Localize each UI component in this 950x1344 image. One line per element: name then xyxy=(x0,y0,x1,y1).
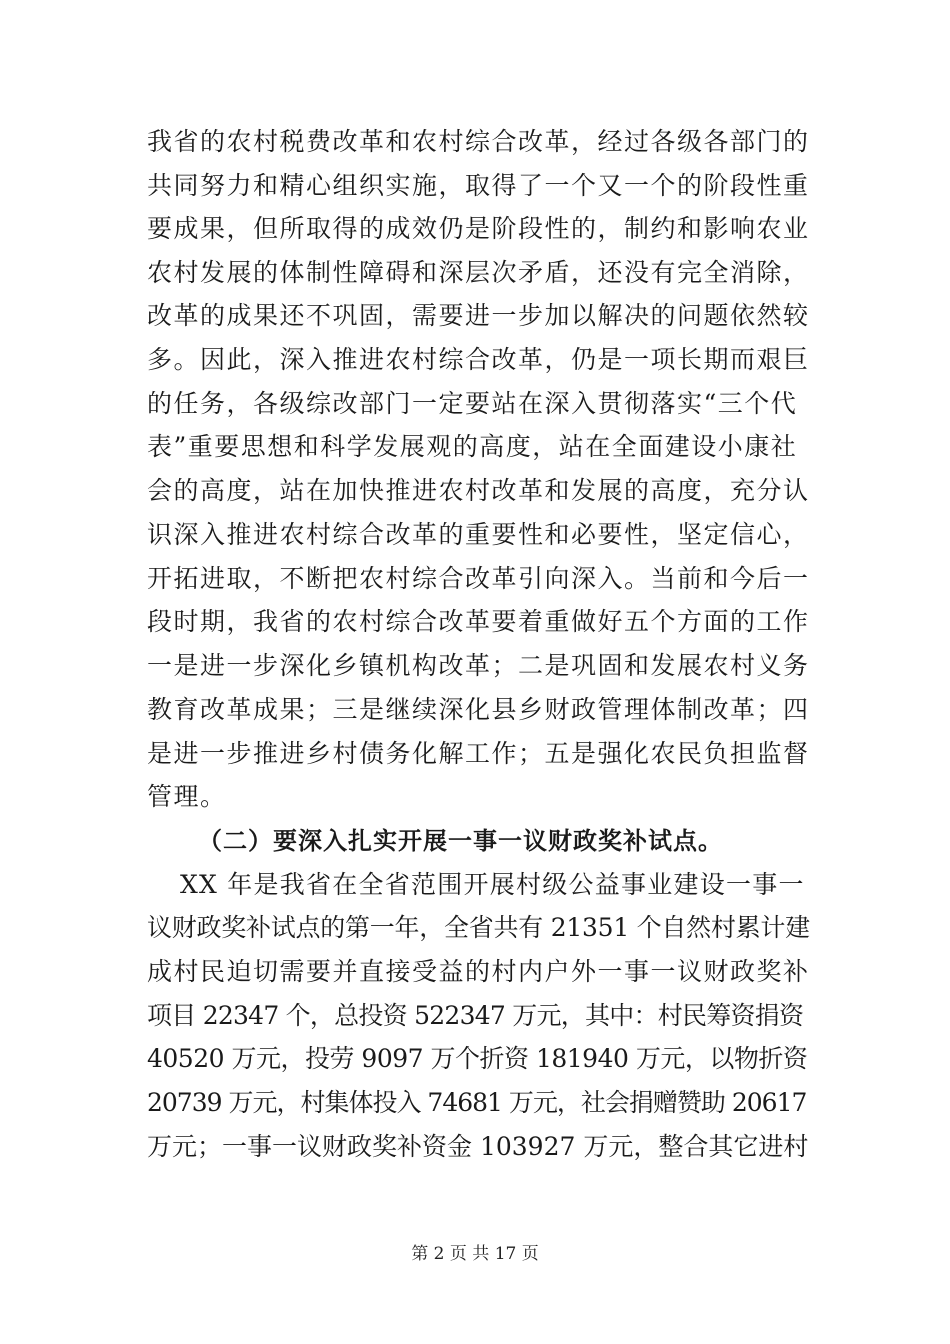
body-text-line: 20739 万元，村集体投入 74681 万元，社会捐赠赞助 20617 xyxy=(147,1088,807,1117)
body-text-line: 成村民迫切需要并直接受益的村内户外一事一议财政奖补 xyxy=(147,957,810,986)
body-text-line: 管理。 xyxy=(147,782,227,811)
body-text-line: 农村发展的体制性障碍和深层次矛盾，还没有完全消除， xyxy=(147,258,810,287)
body-text-line: 议财政奖补试点的第一年，全省共有 21351 个自然村累计建 xyxy=(147,913,810,942)
section-heading: （二）要深入扎实开展一事一议财政奖补试点。 xyxy=(198,827,723,855)
body-text-line: 教育改革成果；三是继续深化县乡财政管理体制改革；四 xyxy=(147,695,810,724)
body-text-line: 共同努力和精心组织实施，取得了一个又一个的阶段性重 xyxy=(147,171,810,200)
body-text-line: 万元；一事一议财政奖补资金 103927 万元，整合其它进村 xyxy=(147,1132,809,1161)
page-number-footer: 第 2 页 共 17 页 xyxy=(411,1244,539,1264)
body-text-line: 识深入推进农村综合改革的重要性和必要性，坚定信心， xyxy=(147,520,810,549)
body-text-line: 开拓进取，不断把农村综合改革引向深入。当前和今后一 xyxy=(147,564,810,593)
body-text-line: 的任务，各级综改部门一定要站在深入贯彻落实“三个代 xyxy=(147,389,798,418)
body-text-line: 项目 22347 个，总投资 522347 万元，其中：村民筹资捐资 xyxy=(147,1001,804,1030)
body-text-line: 我省的农村税费改革和农村综合改革，经过各级各部门的 xyxy=(147,127,810,156)
body-text-line: 改革的成果还不巩固，需要进一步加以解决的问题依然较 xyxy=(147,301,810,330)
body-text-line: XX 年是我省在全省范围开展村级公益事业建设一事一 xyxy=(180,870,805,899)
body-text-line: 是进一步推进乡村债务化解工作；五是强化农民负担监督 xyxy=(147,739,810,768)
body-text-line: 要成果，但所取得的成效仍是阶段性的，制约和影响农业 xyxy=(147,214,810,243)
body-text-line: 多。因此，深入推进农村综合改革，仍是一项长期而艰巨 xyxy=(147,345,810,374)
body-text-line: 会的高度，站在加快推进农村改革和发展的高度，充分认 xyxy=(147,476,810,505)
body-text-line: 一是进一步深化乡镇机构改革；二是巩固和发展农村义务 xyxy=(147,651,810,680)
body-text-line: 表”重要思想和科学发展观的高度，站在全面建设小康社 xyxy=(147,432,798,461)
body-text-line: 40520 万元，投劳 9097 万个折资 181940 万元，以物折资 xyxy=(147,1044,808,1073)
body-text-line: 段时期，我省的农村综合改革要着重做好五个方面的工作 xyxy=(147,607,810,636)
